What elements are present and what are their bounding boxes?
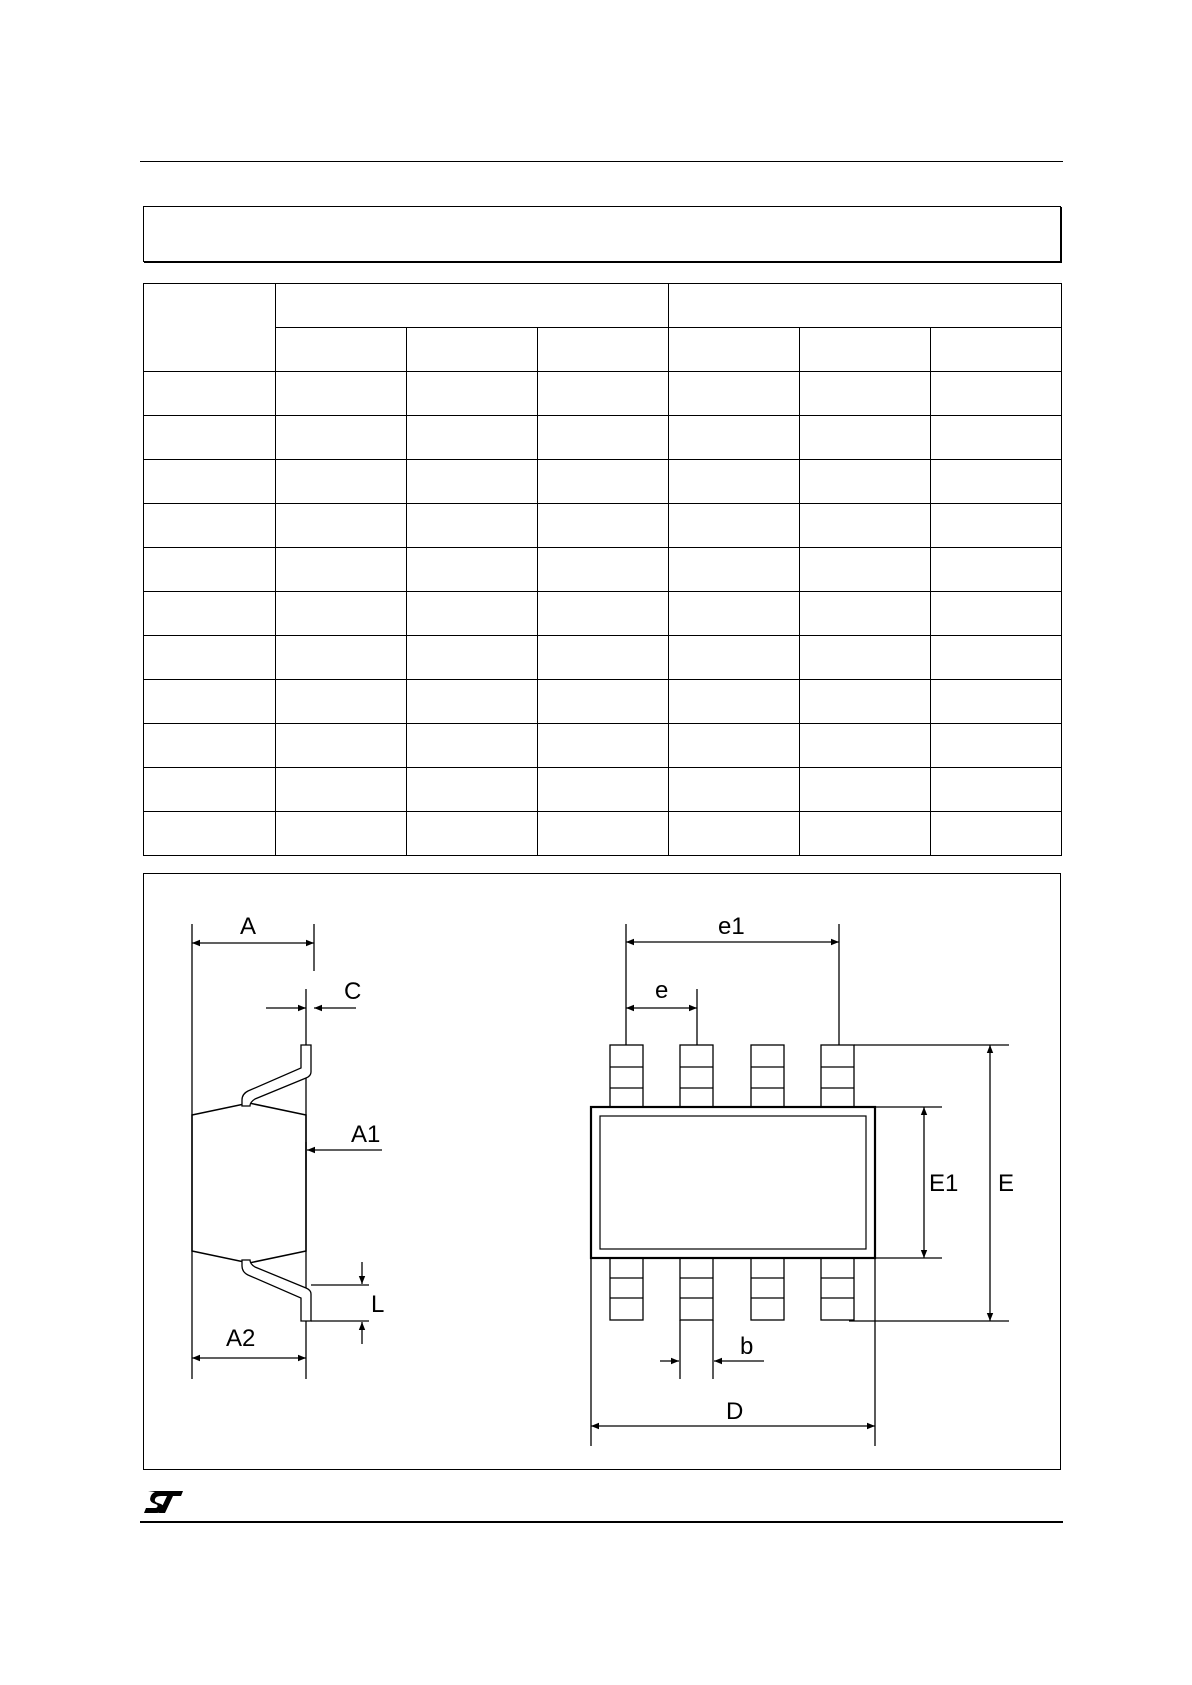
label-c: C <box>344 978 362 1005</box>
footer-rule <box>140 1521 1063 1523</box>
header-dim-cell <box>144 284 276 372</box>
dimensions-table <box>143 283 1062 856</box>
upper-lead <box>242 1045 311 1106</box>
label-a2: A2 <box>226 1325 256 1352</box>
table-row <box>144 460 1062 504</box>
package-body-side <box>192 1103 306 1263</box>
label-E1: E1 <box>929 1170 959 1197</box>
label-E: E <box>998 1170 1015 1197</box>
table-row <box>144 812 1062 856</box>
header-cell <box>669 328 800 372</box>
table-subheader-row <box>144 328 1062 372</box>
top-leads <box>610 1045 854 1107</box>
label-a1: A1 <box>351 1121 381 1148</box>
label-l: L <box>371 1291 385 1318</box>
st-logo-mark <box>143 1487 187 1515</box>
package-drawing <box>144 874 1062 1471</box>
table-row <box>144 372 1062 416</box>
table-row <box>144 504 1062 548</box>
table-row <box>144 636 1062 680</box>
header-cell <box>407 328 538 372</box>
label-b: b <box>740 1333 754 1360</box>
header-rule <box>140 161 1063 162</box>
table-row <box>144 416 1062 460</box>
label-a: A <box>240 913 257 940</box>
package-body-top <box>591 1107 875 1258</box>
table-title-box <box>143 206 1061 262</box>
header-cell <box>931 328 1062 372</box>
header-cell <box>538 328 669 372</box>
label-d: D <box>726 1398 744 1425</box>
header-cell <box>800 328 931 372</box>
package-drawing-box <box>143 873 1061 1470</box>
st-logo <box>143 1487 187 1520</box>
label-e: e <box>655 977 669 1004</box>
bottom-leads <box>610 1258 854 1320</box>
label-e1: e1 <box>718 913 745 940</box>
table-header-row <box>144 284 1062 328</box>
header-cell <box>276 328 407 372</box>
table-row <box>144 768 1062 812</box>
table-row <box>144 724 1062 768</box>
table-row <box>144 592 1062 636</box>
lower-lead <box>242 1260 311 1321</box>
header-group-cell <box>669 284 1062 328</box>
table-row <box>144 680 1062 724</box>
header-group-cell <box>276 284 669 328</box>
table-row <box>144 548 1062 592</box>
